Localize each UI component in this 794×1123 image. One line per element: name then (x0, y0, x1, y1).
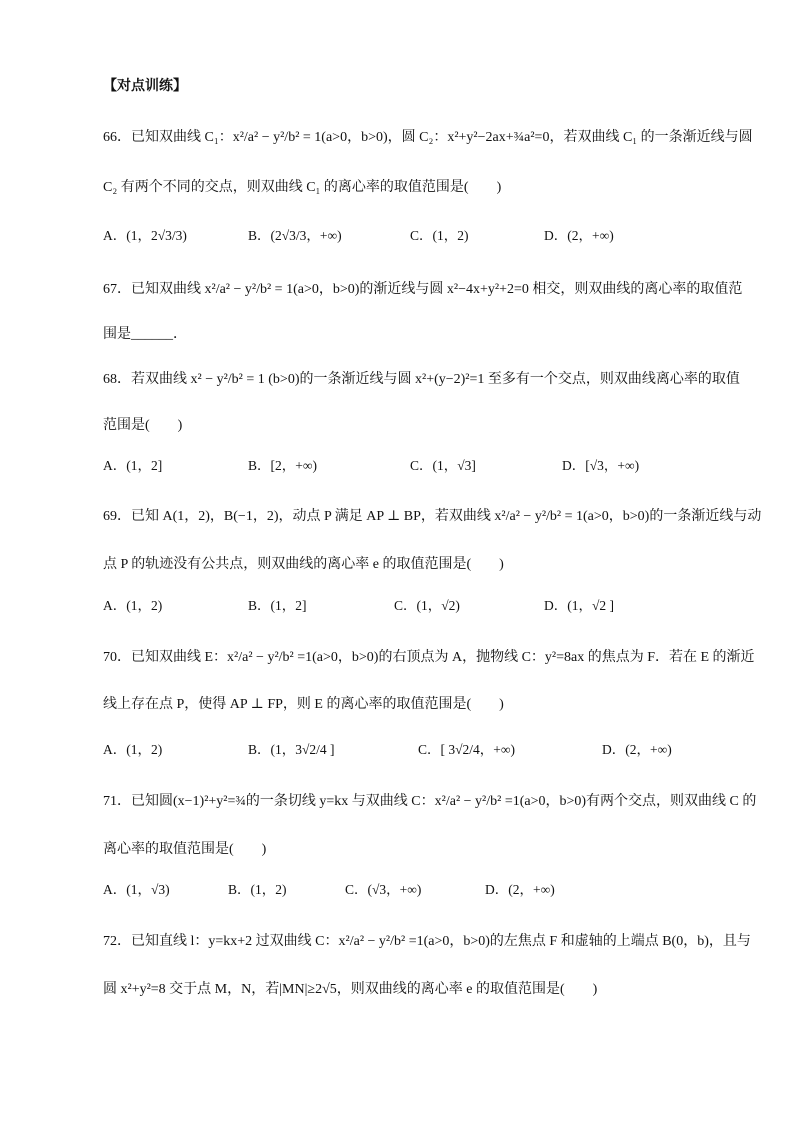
q69-option-b: B．(1，2] (248, 598, 307, 613)
q69-line-1: 69．已知 A(1，2)，B(−1，2)，动点 P 满足 AP ⊥ BP，若双曲线 x²/a² − y²/b² = 1(a>0，b>0)的一条渐近线与动 (103, 509, 762, 524)
q70-line-2: 线上存在点 P，使得 AP ⊥ FP，则 E 的离心率的取值范围是( ) (103, 697, 504, 712)
q69-option-d: D．(1，√2 ] (544, 598, 615, 613)
q66-option-b: B．(2√3/3，+∞) (248, 228, 342, 243)
q66-option-d: D．(2，+∞) (544, 228, 614, 243)
q66-line-2: C₂ 有两个不同的交点，则双曲线 C₁ 的离心率的取值范围是( ) (103, 180, 502, 195)
q70-option-b: B．(1，3√2/4 ] (248, 742, 335, 757)
q69-option-c: C．(1，√2) (394, 598, 460, 613)
q67-line-1: 67．已知双曲线 x²/a² − y²/b² = 1(a>0，b>0)的渐近线与圆 x²−4x+y²+2=0 相交，则双曲线的离心率的取值范 (103, 282, 743, 297)
q70-option-a: A．(1，2) (103, 742, 163, 757)
q71-option-c: C．(√3，+∞) (345, 882, 422, 897)
q71-line-1: 71．已知圆(x−1)²+y²=¾的一条切线 y=kx 与双曲线 C：x²/a² − y²/b² =1(a>0，b>0)有两个交点，则双曲线 C 的 (103, 794, 757, 809)
q68-option-c: C．(1，√3] (410, 458, 476, 473)
q71-option-b: B．(1，2) (228, 882, 287, 897)
q68-line-2: 范围是( ) (103, 418, 183, 433)
q66-option-a: A．(1，2√3/3) (103, 228, 187, 243)
q70-option-c: C．[ 3√2/4，+∞) (418, 742, 516, 757)
section-title: 【对点训练】 (103, 79, 187, 94)
q72-line-1: 72．已知直线 l：y=kx+2 过双曲线 C：x²/a² − y²/b² =1(a>0，b>0)的左焦点 F 和虚轴的上端点 B(0，b)，且与 (103, 934, 751, 949)
q68-option-d: D．[√3，+∞) (562, 458, 640, 473)
q71-option-a: A．(1，√3) (103, 882, 170, 897)
q71-option-d: D．(2，+∞) (485, 882, 555, 897)
q68-option-b: B．[2，+∞) (248, 458, 317, 473)
q66-line-1: 66．已知双曲线 C₁：x²/a² − y²/b² = 1(a>0，b>0)，圆 C₂：x²+y²−2ax+¾a²=0，若双曲线 C₁ 的一条渐近线与圆 (103, 130, 753, 145)
q69-line-2: 点 P 的轨迹没有公共点，则双曲线的离心率 e 的取值范围是( ) (103, 557, 504, 572)
q70-line-1: 70．已知双曲线 E：x²/a² − y²/b² =1(a>0，b>0)的右顶点为 A，抛物线 C：y²=8ax 的焦点为 F．若在 E 的渐近 (103, 650, 755, 665)
q68-line-1: 68．若双曲线 x² − y²/b² = 1 (b>0)的一条渐近线与圆 x²+(y−2)²=1 至多有一个交点，则双曲线离心率的取值 (103, 372, 740, 387)
q67-line-2: 围是______． (103, 327, 187, 342)
q69-option-a: A．(1，2) (103, 598, 163, 613)
q72-line-2: 圆 x²+y²=8 交于点 M，N，若|MN|≥2√5，则双曲线的离心率 e 的取值范围是( ) (103, 982, 598, 997)
q68-option-a: A．(1，2] (103, 458, 163, 473)
q66-option-c: C．(1，2) (410, 228, 469, 243)
q70-option-d: D．(2，+∞) (602, 742, 672, 757)
q71-line-2: 离心率的取值范围是( ) (103, 842, 267, 857)
